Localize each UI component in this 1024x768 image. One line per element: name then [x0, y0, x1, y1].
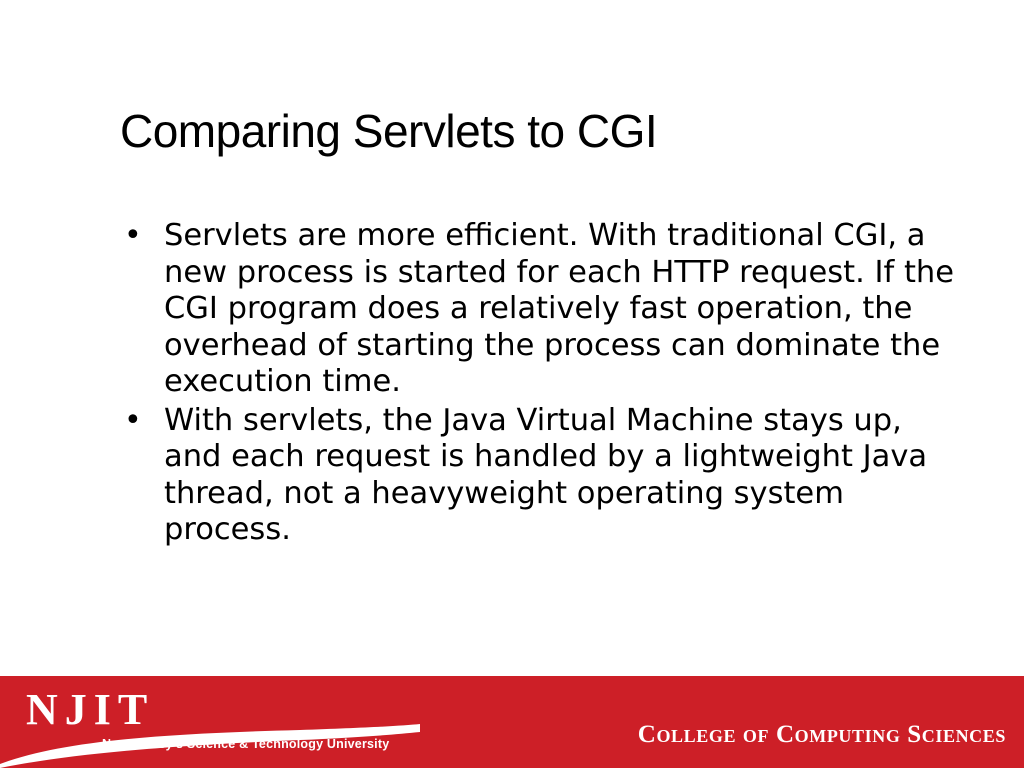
- bullet-icon: •: [124, 218, 142, 253]
- page-title: Comparing Servlets to CGI: [120, 105, 658, 157]
- footer-department: College of Computing Sciences: [637, 721, 1006, 748]
- njit-tagline: New Jersey's Science & Technology University: [102, 737, 390, 751]
- bullet-list: [116, 218, 964, 551]
- footer-band: [0, 676, 1024, 768]
- njit-logo: NJIT: [26, 685, 155, 734]
- list-item: [116, 218, 964, 401]
- list-item-text: With servlets, the Java Virtual Machine stays up, and each request is handled by a lightweight Java thread, not a heavyweight operating system process.: [164, 402, 928, 547]
- bullet-icon: •: [124, 402, 142, 438]
- list-item-text: Servlets are more efficient. With traditional CGI, a new process is started for each HTTP request. If the CGI program does a relatively fast operation, the overhead of starting the process can dominate the execution time.: [164, 218, 954, 399]
- list-item: [116, 403, 964, 549]
